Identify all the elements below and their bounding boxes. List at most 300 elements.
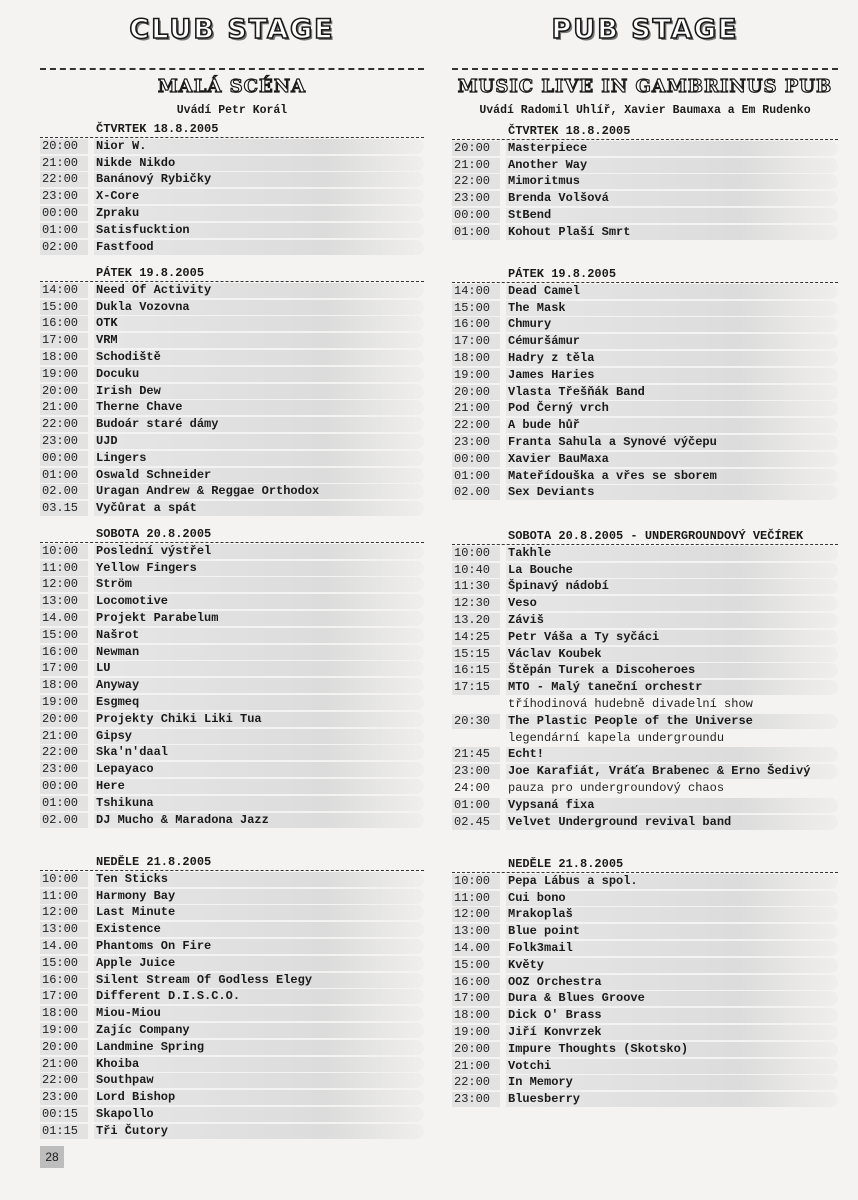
pub-stage-presenter: Uvádí Radomil Uhlíř, Xavier Baumaxa a Em Rudenko bbox=[479, 104, 811, 117]
schedule-row bbox=[452, 890, 838, 907]
slot-time: 23:00 bbox=[452, 435, 500, 450]
slot-time: 21:00 bbox=[452, 1059, 500, 1074]
band-name: Brenda Volšová bbox=[506, 191, 838, 206]
schedule-row bbox=[40, 955, 424, 972]
band-name: Masterpiece bbox=[506, 141, 838, 156]
schedule-row bbox=[452, 579, 838, 596]
schedule-row bbox=[452, 747, 838, 764]
band-name: Echt! bbox=[506, 747, 838, 762]
schedule-row bbox=[452, 1091, 838, 1108]
band-name: Poslední výstřel bbox=[94, 544, 424, 559]
slot-time: 23:00 bbox=[452, 1092, 500, 1107]
schedule-row bbox=[452, 1058, 838, 1075]
band-name: Lingers bbox=[94, 451, 424, 466]
slot-time: 11:00 bbox=[40, 889, 88, 904]
slot-time: 23:00 bbox=[452, 191, 500, 206]
schedule-row bbox=[40, 745, 424, 762]
schedule-row bbox=[40, 188, 424, 205]
slot-time: 23:00 bbox=[40, 189, 88, 204]
schedule-row bbox=[40, 627, 424, 644]
slot-time: 23:00 bbox=[40, 1090, 88, 1105]
band-name: Therne Chave bbox=[94, 400, 424, 415]
slot-time: 24:00 bbox=[454, 781, 491, 796]
schedule-note-row bbox=[452, 780, 838, 797]
band-name: Satisfucktion bbox=[94, 223, 424, 238]
schedule-row bbox=[40, 1089, 424, 1106]
band-name: Květy bbox=[506, 958, 838, 973]
slot-time: 17:00 bbox=[452, 334, 500, 349]
slot-note: tříhodinová hudebně divadelní show bbox=[508, 697, 753, 712]
day-schedule bbox=[452, 122, 838, 241]
schedule-row bbox=[40, 972, 424, 989]
slot-time: 19:00 bbox=[40, 1023, 88, 1038]
slot-time: 15:00 bbox=[452, 958, 500, 973]
band-name: Miou-Miou bbox=[94, 1006, 424, 1021]
slot-time: 00:15 bbox=[40, 1107, 88, 1122]
band-name: Petr Váša a Ty syčáci bbox=[506, 630, 838, 645]
day-schedule bbox=[452, 265, 838, 501]
slot-time: 18:00 bbox=[40, 1006, 88, 1021]
schedule-row bbox=[40, 1073, 424, 1090]
band-name: Votchi bbox=[506, 1059, 838, 1074]
band-name: Fastfood bbox=[94, 240, 424, 255]
club-stage-subtitle: MALÁ SCÉNA bbox=[157, 76, 307, 97]
band-name: Apple Juice bbox=[94, 956, 424, 971]
band-name: Chmury bbox=[506, 317, 838, 332]
schedule-row bbox=[40, 543, 424, 560]
day-heading: ČTVRTEK 18.8.2005 bbox=[40, 120, 424, 138]
schedule-row bbox=[40, 1022, 424, 1039]
day-heading: NEDĚLE 21.8.2005 bbox=[40, 853, 424, 871]
band-name: Banánový Rybičky bbox=[94, 172, 424, 187]
band-name: Landmine Spring bbox=[94, 1040, 424, 1055]
schedule-row bbox=[452, 763, 838, 780]
schedule-row bbox=[452, 485, 838, 502]
schedule-row bbox=[452, 1075, 838, 1092]
slot-time: 16:15 bbox=[452, 663, 500, 678]
band-name: James Haries bbox=[506, 368, 838, 383]
band-name: Existence bbox=[94, 922, 424, 937]
slot-time: 18:00 bbox=[40, 350, 88, 365]
slot-time: 23:00 bbox=[40, 434, 88, 449]
band-name: Velvet Underground revival band bbox=[506, 815, 838, 830]
band-name: Newman bbox=[94, 645, 424, 660]
slot-time: 21:45 bbox=[452, 747, 500, 762]
schedule-row bbox=[40, 938, 424, 955]
day-schedule bbox=[40, 264, 424, 517]
slot-time: 17:00 bbox=[40, 661, 88, 676]
day-schedule bbox=[40, 120, 424, 256]
schedule-row bbox=[40, 593, 424, 610]
schedule-row bbox=[40, 450, 424, 467]
slot-time: 13:00 bbox=[40, 922, 88, 937]
schedule-row bbox=[452, 1024, 838, 1041]
band-name: Irish Dew bbox=[94, 384, 424, 399]
band-name: Uragan Andrew & Reggae Orthodox bbox=[94, 484, 424, 499]
band-name: VRM bbox=[94, 333, 424, 348]
schedule-row bbox=[452, 224, 838, 241]
club-stage-title: CLUB STAGE bbox=[129, 14, 335, 45]
schedule-row bbox=[452, 401, 838, 418]
band-name: X-Core bbox=[94, 189, 424, 204]
slot-time: 16:00 bbox=[452, 975, 500, 990]
schedule-row bbox=[40, 222, 424, 239]
band-name: Here bbox=[94, 779, 424, 794]
slot-time: 10:00 bbox=[40, 544, 88, 559]
slot-time: 22:00 bbox=[40, 172, 88, 187]
slot-time: 00:00 bbox=[40, 451, 88, 466]
schedule-row bbox=[40, 610, 424, 627]
schedule-row bbox=[452, 157, 838, 174]
slot-time: 15:00 bbox=[40, 956, 88, 971]
slot-time: 18:00 bbox=[452, 1008, 500, 1023]
schedule-row bbox=[452, 140, 838, 157]
slot-time: 01:00 bbox=[452, 798, 500, 813]
schedule-row bbox=[452, 663, 838, 680]
slot-time: 19:00 bbox=[40, 367, 88, 382]
schedule-row bbox=[40, 155, 424, 172]
slot-time: 16:00 bbox=[452, 317, 500, 332]
slot-time: 02.00 bbox=[40, 484, 88, 499]
band-name: Different D.I.S.C.O. bbox=[94, 989, 424, 1004]
slot-time: 00:00 bbox=[40, 779, 88, 794]
band-name: Projekt Parabelum bbox=[94, 611, 424, 626]
title-divider bbox=[40, 68, 424, 70]
band-name: Yellow Fingers bbox=[94, 561, 424, 576]
slot-time: 14.00 bbox=[40, 939, 88, 954]
slot-time: 19:00 bbox=[452, 368, 500, 383]
band-name: Tshikuna bbox=[94, 796, 424, 811]
schedule-row bbox=[452, 974, 838, 991]
schedule-row bbox=[452, 207, 838, 224]
schedule-row bbox=[452, 797, 838, 814]
schedule-row bbox=[452, 907, 838, 924]
slot-time: 21:00 bbox=[40, 156, 88, 171]
band-name: Xavier BauMaxa bbox=[506, 452, 838, 467]
schedule-row bbox=[40, 728, 424, 745]
band-name: Skapollo bbox=[94, 1107, 424, 1122]
band-name: Zajíc Company bbox=[94, 1023, 424, 1038]
slot-time: 21:00 bbox=[40, 729, 88, 744]
slot-time: 17:00 bbox=[40, 333, 88, 348]
slot-time: 22:00 bbox=[40, 417, 88, 432]
band-name: DJ Mucho & Maradona Jazz bbox=[94, 813, 424, 828]
slot-time: 11:00 bbox=[40, 561, 88, 576]
slot-time: 15:00 bbox=[40, 300, 88, 315]
slot-time: 20:00 bbox=[452, 141, 500, 156]
schedule-row bbox=[40, 138, 424, 155]
band-name: Dick O' Brass bbox=[506, 1008, 838, 1023]
schedule-row bbox=[40, 577, 424, 594]
slot-time: 21:00 bbox=[452, 401, 500, 416]
schedule-row bbox=[40, 989, 424, 1006]
slot-time: 10:40 bbox=[452, 563, 500, 578]
slot-time: 23:00 bbox=[40, 762, 88, 777]
slot-time: 10:00 bbox=[452, 874, 500, 889]
band-name: Pepa Lábus a spol. bbox=[506, 874, 838, 889]
schedule-row bbox=[452, 545, 838, 562]
slot-time: 02.45 bbox=[452, 815, 500, 830]
slot-time: 18:00 bbox=[452, 351, 500, 366]
slot-time: 00:00 bbox=[40, 206, 88, 221]
slot-time: 12:00 bbox=[452, 907, 500, 922]
schedule-row bbox=[40, 332, 424, 349]
slot-time: 21:00 bbox=[40, 400, 88, 415]
pub-stage-subtitle: MUSIC LIVE IN GAMBRINUS PUB bbox=[457, 76, 833, 97]
schedule-row bbox=[452, 317, 838, 334]
band-name: Jiří Konvrzek bbox=[506, 1025, 838, 1040]
schedule-row bbox=[452, 814, 838, 831]
band-name: Zpraku bbox=[94, 206, 424, 221]
band-name: Mrakoplaš bbox=[506, 907, 838, 922]
slot-time: 13:00 bbox=[452, 924, 500, 939]
band-name: Mimoritmus bbox=[506, 174, 838, 189]
band-name: OTK bbox=[94, 316, 424, 331]
slot-time: 16:00 bbox=[40, 973, 88, 988]
schedule-row bbox=[40, 316, 424, 333]
band-name: Budoár staré dámy bbox=[94, 417, 424, 432]
slot-time: 20:00 bbox=[40, 712, 88, 727]
schedule-row bbox=[40, 299, 424, 316]
schedule-row bbox=[40, 349, 424, 366]
schedule-row bbox=[40, 467, 424, 484]
band-name: Schodiště bbox=[94, 350, 424, 365]
slot-time: 17:00 bbox=[452, 991, 500, 1006]
pub-stage-title: PUB STAGE bbox=[551, 14, 739, 45]
schedule-note-row bbox=[452, 730, 838, 747]
band-name: Locomotive bbox=[94, 594, 424, 609]
schedule-row bbox=[452, 923, 838, 940]
slot-time: 14.00 bbox=[40, 611, 88, 626]
schedule-row bbox=[452, 595, 838, 612]
band-name: LU bbox=[94, 661, 424, 676]
day-heading: PÁTEK 19.8.2005 bbox=[40, 264, 424, 282]
band-name: Vyčůrat a spát bbox=[94, 501, 424, 516]
schedule-row bbox=[40, 694, 424, 711]
slot-time: 12:30 bbox=[452, 596, 500, 611]
band-name: Pod Černý vrch bbox=[506, 401, 838, 416]
band-name: Nior W. bbox=[94, 139, 424, 154]
schedule-row bbox=[452, 1041, 838, 1058]
slot-time: 13.20 bbox=[452, 613, 500, 628]
band-name: Kohout Plaší Smrt bbox=[506, 225, 838, 240]
day-schedule bbox=[40, 853, 424, 1140]
schedule-row bbox=[40, 416, 424, 433]
slot-time: 10:00 bbox=[40, 872, 88, 887]
schedule-row bbox=[452, 451, 838, 468]
band-name: A bude hůř bbox=[506, 418, 838, 433]
slot-time: 19:00 bbox=[452, 1025, 500, 1040]
band-name: Oswald Schneider bbox=[94, 468, 424, 483]
band-name: Gipsy bbox=[94, 729, 424, 744]
schedule-row bbox=[40, 282, 424, 299]
schedule-row bbox=[452, 873, 838, 890]
band-name: Dukla Vozovna bbox=[94, 300, 424, 315]
schedule-row bbox=[452, 713, 838, 730]
schedule-row bbox=[452, 940, 838, 957]
schedule-row bbox=[452, 434, 838, 451]
slot-note: legendární kapela undergroundu bbox=[508, 730, 725, 745]
band-name: La Bouche bbox=[506, 563, 838, 578]
day-schedule bbox=[40, 525, 424, 829]
slot-time: 19:00 bbox=[40, 695, 88, 710]
slot-time: 16:00 bbox=[40, 316, 88, 331]
slot-time: 02:00 bbox=[40, 240, 88, 255]
slot-time: 01:15 bbox=[40, 1124, 88, 1139]
band-name: Takhle bbox=[506, 546, 838, 561]
pub-stage-column bbox=[452, 0, 838, 1107]
schedule-row bbox=[40, 888, 424, 905]
slot-time: 17:00 bbox=[40, 989, 88, 1004]
slot-time: 15:15 bbox=[452, 647, 500, 662]
slot-time: 02.00 bbox=[452, 485, 500, 500]
title-divider bbox=[452, 68, 838, 70]
schedule-row bbox=[452, 174, 838, 191]
slot-time: 21:00 bbox=[40, 1057, 88, 1072]
schedule-row bbox=[40, 921, 424, 938]
band-name: Anyway bbox=[94, 678, 424, 693]
day-heading: PÁTEK 19.8.2005 bbox=[452, 265, 838, 283]
schedule-row bbox=[452, 562, 838, 579]
band-name: MTO - Malý taneční orchestr bbox=[506, 680, 838, 695]
band-name: Štěpán Turek a Discoheroes bbox=[506, 663, 838, 678]
band-name: Ström bbox=[94, 577, 424, 592]
slot-time: 22:00 bbox=[40, 1073, 88, 1088]
schedule-row bbox=[40, 644, 424, 661]
band-name: Záviš bbox=[506, 613, 838, 628]
schedule-row bbox=[452, 350, 838, 367]
band-name: Docuku bbox=[94, 367, 424, 382]
slot-time: 20:30 bbox=[452, 714, 500, 729]
slot-time bbox=[452, 697, 500, 712]
band-name: Lepayaco bbox=[94, 762, 424, 777]
band-name: Lord Bishop bbox=[94, 1090, 424, 1105]
band-name: Nikde Nikdo bbox=[94, 156, 424, 171]
band-name: Veso bbox=[506, 596, 838, 611]
band-name: Vypsaná fixa bbox=[506, 798, 838, 813]
band-name: Phantoms On Fire bbox=[94, 939, 424, 954]
schedule-row bbox=[452, 283, 838, 300]
band-name: Esgmeq bbox=[94, 695, 424, 710]
schedule-row bbox=[40, 1039, 424, 1056]
slot-time: 13:00 bbox=[40, 594, 88, 609]
day-heading: SOBOTA 20.8.2005 bbox=[40, 525, 424, 543]
slot-time: 22:00 bbox=[40, 745, 88, 760]
schedule-row bbox=[452, 367, 838, 384]
band-name: The Plastic People of the Universe bbox=[506, 714, 838, 729]
band-name: Hadry z těla bbox=[506, 351, 838, 366]
band-name: OOZ Orchestra bbox=[506, 975, 838, 990]
schedule-note-row bbox=[452, 696, 838, 713]
slot-time: 20:00 bbox=[452, 385, 500, 400]
schedule-row bbox=[40, 205, 424, 222]
slot-time: 16:00 bbox=[40, 645, 88, 660]
schedule-row bbox=[40, 366, 424, 383]
band-name: Southpaw bbox=[94, 1073, 424, 1088]
schedule-row bbox=[452, 190, 838, 207]
schedule-row bbox=[452, 646, 838, 663]
schedule-row bbox=[40, 661, 424, 678]
slot-time: 12:00 bbox=[40, 905, 88, 920]
band-name: Silent Stream Of Godless Elegy bbox=[94, 973, 424, 988]
slot-time: 02.00 bbox=[40, 813, 88, 828]
slot-time: 11:00 bbox=[452, 891, 500, 906]
slot-time bbox=[452, 731, 500, 746]
slot-time: 00:00 bbox=[452, 208, 500, 223]
band-name: UJD bbox=[94, 434, 424, 449]
band-name: The Mask bbox=[506, 301, 838, 316]
schedule-row bbox=[40, 711, 424, 728]
schedule-row bbox=[452, 612, 838, 629]
slot-time: 01:00 bbox=[40, 223, 88, 238]
slot-time: 23:00 bbox=[452, 764, 500, 779]
schedule-row bbox=[452, 629, 838, 646]
band-name: Mateřídouška a vřes se sborem bbox=[506, 469, 838, 484]
day-heading: ČTVRTEK 18.8.2005 bbox=[452, 122, 838, 140]
schedule-row bbox=[452, 333, 838, 350]
schedule-row bbox=[40, 1005, 424, 1022]
slot-time: 01:00 bbox=[40, 468, 88, 483]
slot-time: 10:00 bbox=[452, 546, 500, 561]
band-name: Franta Sahula a Synové výčepu bbox=[506, 435, 838, 450]
page-number: 28 bbox=[40, 1146, 64, 1168]
slot-time: 21:00 bbox=[452, 158, 500, 173]
slot-time: 20:00 bbox=[452, 1042, 500, 1057]
band-name: Khoiba bbox=[94, 1057, 424, 1072]
band-name: Last Minute bbox=[94, 905, 424, 920]
slot-time: 17:15 bbox=[452, 680, 500, 695]
band-name: Vlasta Třešňák Band bbox=[506, 385, 838, 400]
slot-time: 14:00 bbox=[452, 284, 500, 299]
band-name: Another Way bbox=[506, 158, 838, 173]
schedule-row bbox=[40, 795, 424, 812]
schedule-row bbox=[40, 761, 424, 778]
slot-time: 03.15 bbox=[40, 501, 88, 516]
schedule-row bbox=[40, 1056, 424, 1073]
schedule-row bbox=[40, 239, 424, 256]
band-name: Blue point bbox=[506, 924, 838, 939]
schedule-row bbox=[452, 991, 838, 1008]
schedule-row bbox=[40, 560, 424, 577]
day-heading: SOBOTA 20.8.2005 - UNDERGROUNDOVÝ VEČÍREK bbox=[452, 527, 838, 545]
slot-time: 22:00 bbox=[452, 1075, 500, 1090]
schedule-row bbox=[40, 778, 424, 795]
slot-time: 01:00 bbox=[40, 796, 88, 811]
band-name: Cui bono bbox=[506, 891, 838, 906]
schedule-row bbox=[40, 400, 424, 417]
band-name: Dead Camel bbox=[506, 284, 838, 299]
schedule-row bbox=[40, 172, 424, 189]
schedule-row bbox=[452, 957, 838, 974]
schedule-row bbox=[40, 905, 424, 922]
slot-time: 22:00 bbox=[452, 174, 500, 189]
band-name: Harmony Bay bbox=[94, 889, 424, 904]
schedule-row bbox=[40, 484, 424, 501]
schedule-row bbox=[452, 679, 838, 696]
slot-time: 01:00 bbox=[452, 225, 500, 240]
schedule-row bbox=[40, 500, 424, 517]
band-name: Tři Čutory bbox=[94, 1124, 424, 1139]
day-heading: NEDĚLE 21.8.2005 bbox=[452, 855, 838, 873]
slot-time: 12:00 bbox=[40, 577, 88, 592]
schedule-row bbox=[40, 1123, 424, 1140]
day-schedule bbox=[452, 855, 838, 1108]
slot-time: 15:00 bbox=[452, 301, 500, 316]
slot-time: 01:00 bbox=[452, 469, 500, 484]
band-name: Ska'n'daal bbox=[94, 745, 424, 760]
schedule-row bbox=[40, 383, 424, 400]
schedule-row bbox=[40, 871, 424, 888]
